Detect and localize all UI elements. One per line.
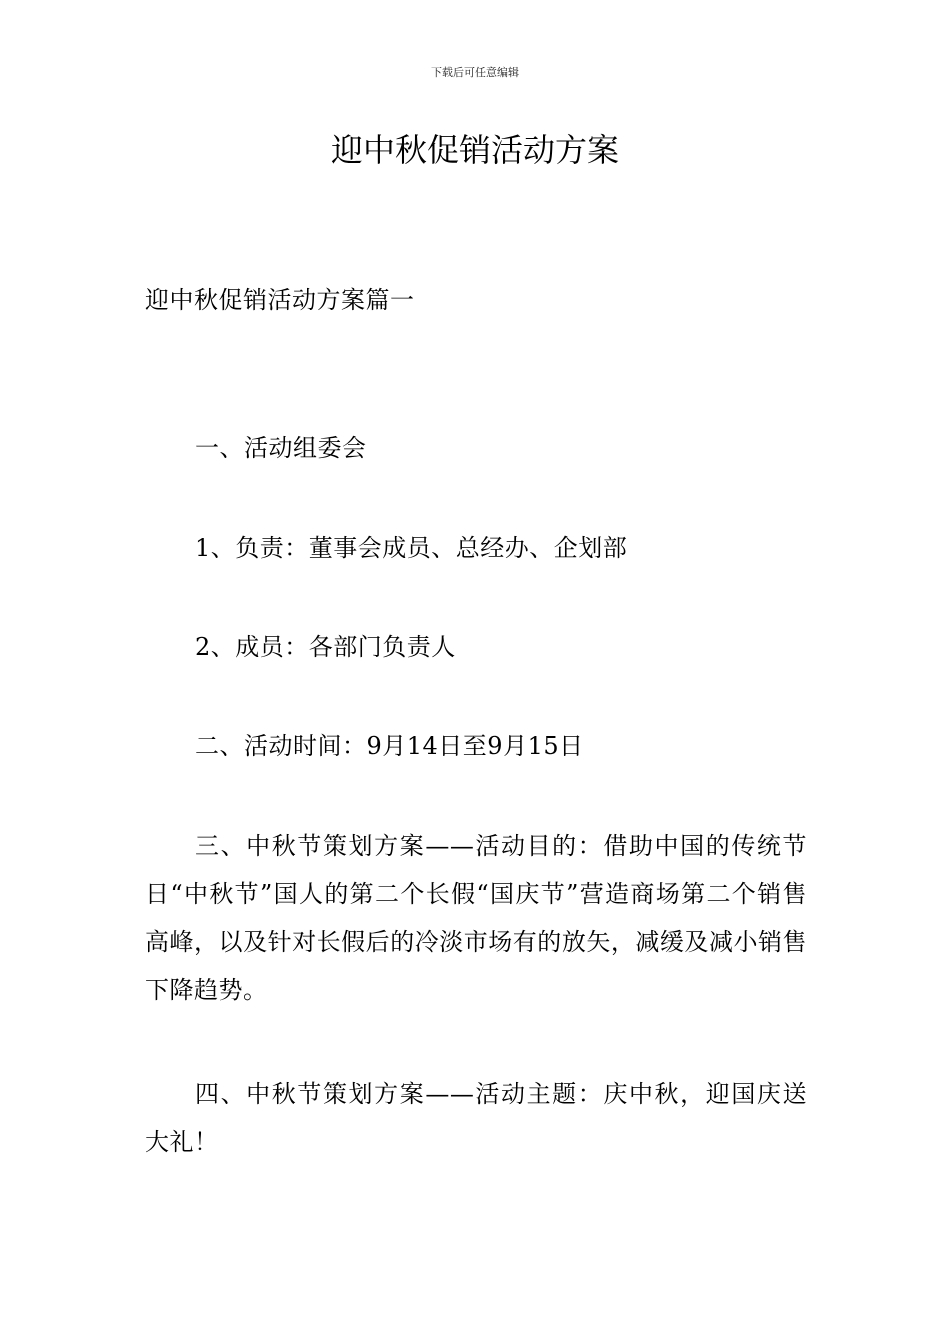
paragraph-responsible: 1、负责：董事会成员、总经办、企划部 [195, 534, 628, 562]
paragraph-members: 2、成员：各部门负责人 [195, 633, 456, 661]
paragraph-activity-purpose: 三、中秋节策划方案——活动目的：借助中国的传统节日“中秋节”国人的第二个长假“国庆节”营造商场第二个销售高峰，以及针对长假后的冷淡市场有的放矢，减缓及减小销售下降趋势。 [145, 832, 807, 1004]
paragraph-activity-time: 二、活动时间：9月14日至9月15日 [195, 732, 584, 760]
document-title: 迎中秋促销活动方案 [330, 131, 619, 169]
paragraph-activity-theme: 四、中秋节策划方案——活动主题：庆中秋，迎国庆送大礼！ [145, 1080, 807, 1156]
section-subtitle: 迎中秋促销活动方案篇一 [145, 286, 415, 314]
paragraph-organizing-committee: 一、活动组委会 [195, 434, 367, 462]
header-note: 下载后可任意编辑 [431, 66, 519, 79]
